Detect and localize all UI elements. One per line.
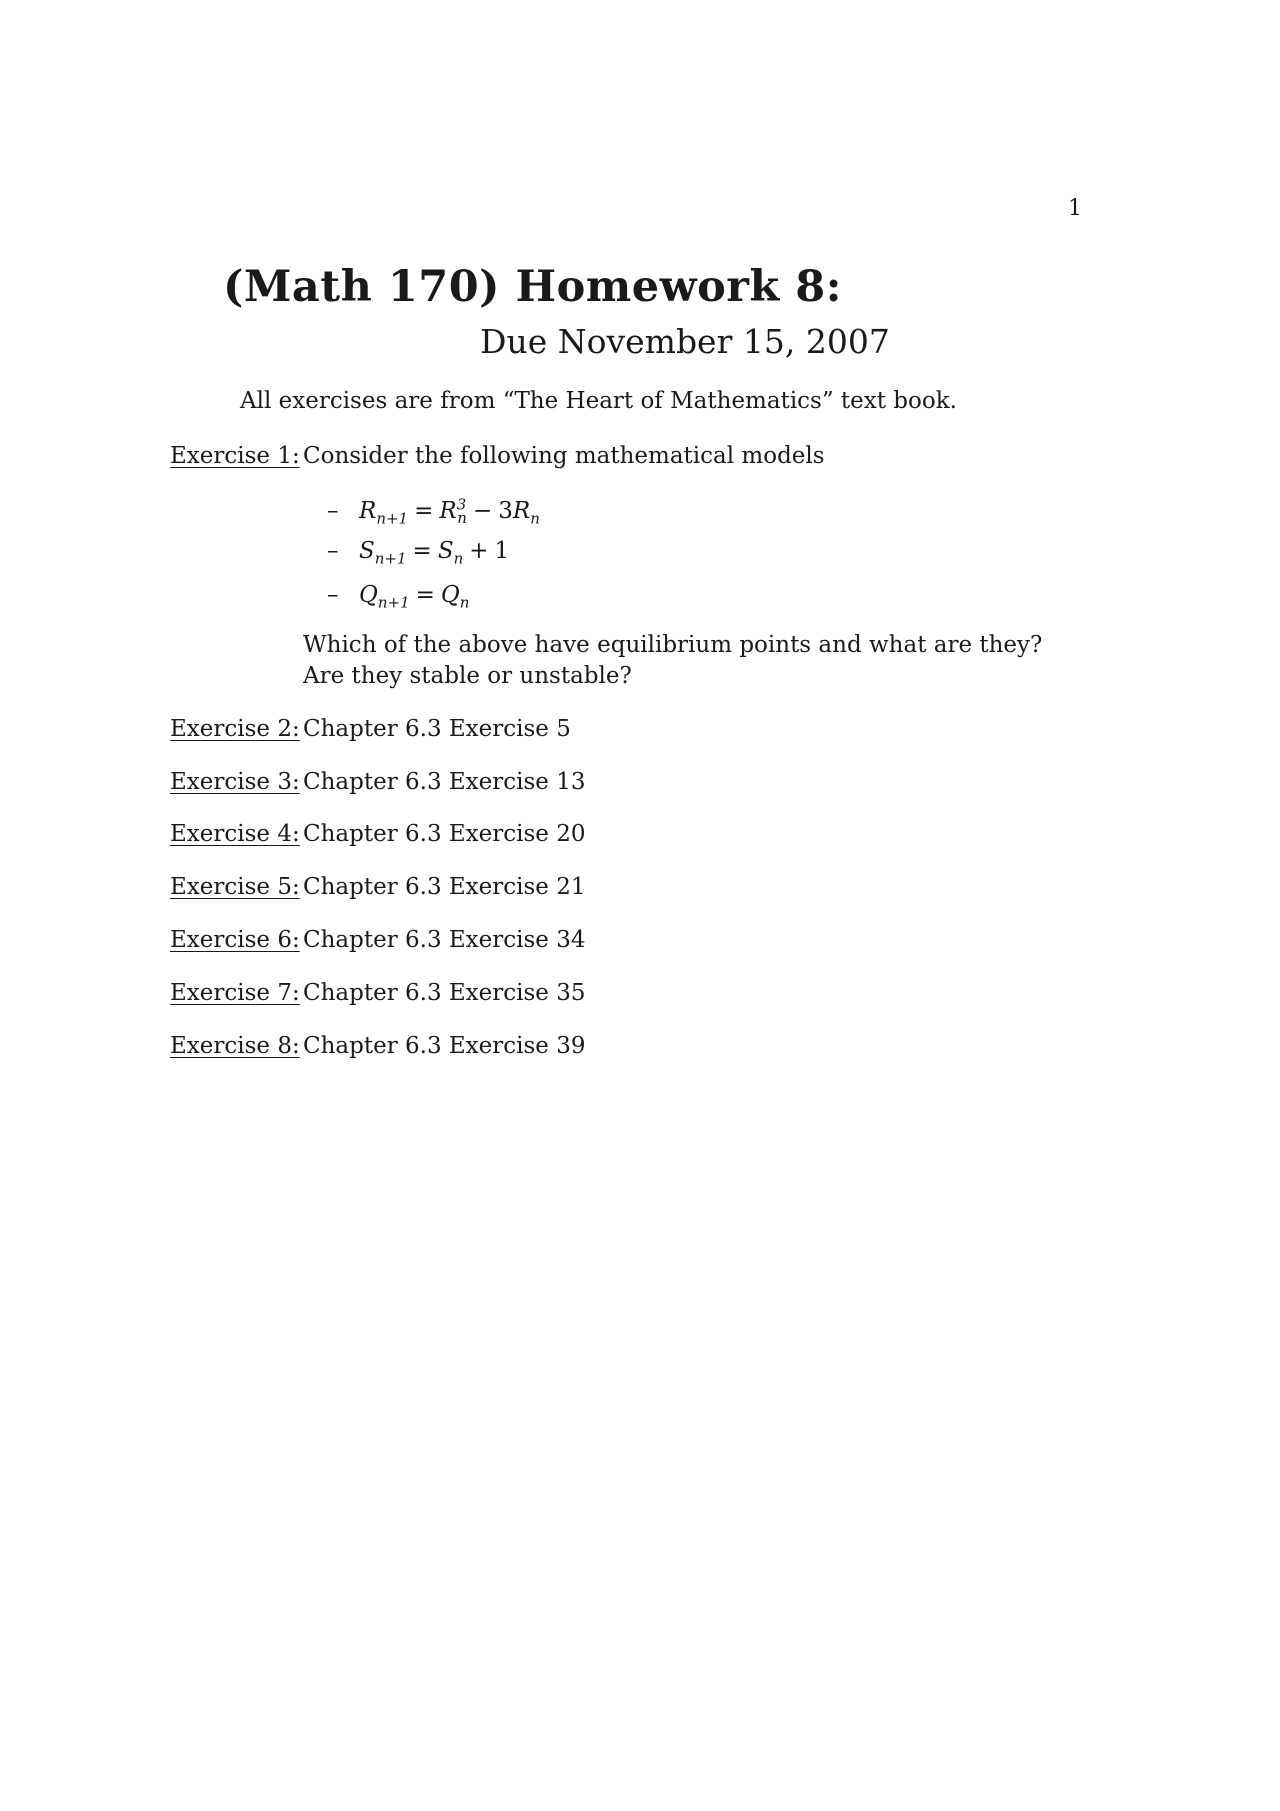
exercise-label: Exercise 4: [170,821,300,847]
exercise-1 [170,441,1083,472]
exercise-2 [170,714,1083,745]
model-bullet: – [327,497,339,524]
model-bullet: – [327,538,339,564]
exercise-8 [170,1031,1083,1062]
exercise-1-text: Consider the following mathematical models [303,443,825,469]
exercise-label: Exercise 7: [170,980,300,1006]
page-number: 1 [1068,196,1082,221]
exercise-7 [170,978,1083,1009]
model-r [327,495,540,527]
exercise-text: Chapter 6.3 Exercise 21 [303,874,586,900]
intro-text: All exercises are from “The Heart of Mathematics” text book. [240,388,957,414]
exercise-text: Chapter 6.3 Exercise 34 [303,927,586,953]
exercise-text: Chapter 6.3 Exercise 39 [303,1033,586,1059]
model-r-equation: $R_{n+1} = R^3_n - 3R_n$ [359,495,540,528]
exercise-label: Exercise 8: [170,1033,300,1059]
exercise-text: Chapter 6.3 Exercise 35 [303,980,586,1006]
exercise-4 [170,819,1083,850]
exercise-6 [170,925,1083,956]
model-q [327,582,469,612]
due-date: Due November 15, 2007 [480,322,890,361]
model-q-equation: $Q_{n+1} = Q_n$ [359,582,470,612]
exercise-3 [170,767,1083,798]
model-s [327,538,509,568]
page-title: (Math 170) Homework 8: [222,262,843,312]
exercise-label: Exercise 5: [170,874,300,900]
exercise-1-question: Which of the above have equilibrium points and what are they? Are they stable or unstable? [303,632,1043,689]
exercise-label: Exercise 3: [170,769,300,795]
exercise-label: Exercise 6: [170,927,300,953]
exercise-1-label: Exercise 1: [170,443,300,469]
exercise-text: Chapter 6.3 Exercise 13 [303,769,586,795]
exercise-label: Exercise 2: [170,716,300,742]
exercise-5 [170,872,1083,903]
exercise-text: Chapter 6.3 Exercise 5 [303,716,571,742]
exercise-text: Chapter 6.3 Exercise 20 [303,821,586,847]
model-s-equation: $S_{n+1} = S_n + 1$ [359,538,510,568]
model-bullet: – [327,582,339,608]
